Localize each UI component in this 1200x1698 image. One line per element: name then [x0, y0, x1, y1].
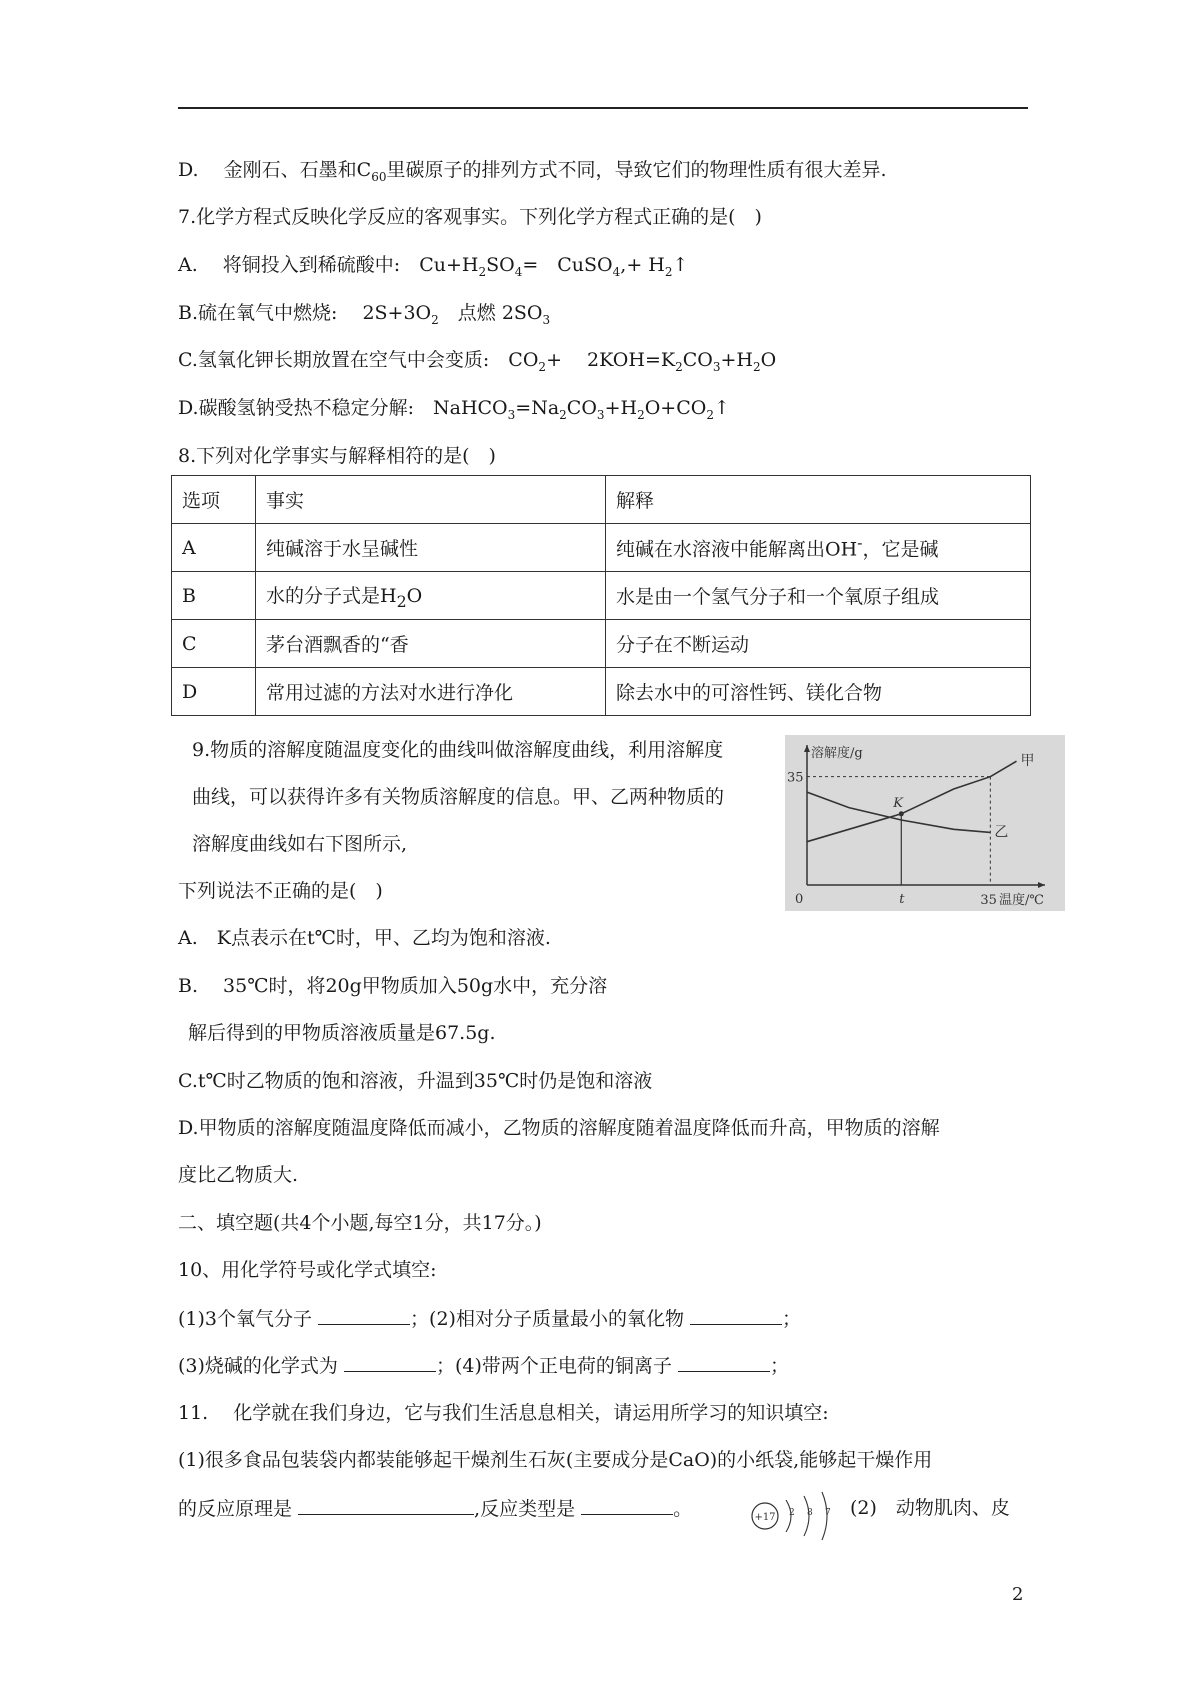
tick-label: 35 [980, 893, 997, 908]
tick-label: 0 [795, 892, 804, 907]
table-q8 [171, 475, 1031, 716]
table-row [172, 524, 1031, 572]
page-number: 2 [1012, 1584, 1024, 1605]
question-line: 解后得到的甲物质溶液质量是67.5g. [188, 1022, 496, 1044]
point-k [899, 811, 904, 816]
table-cell: 常用过滤的方法对水进行净化 [256, 668, 606, 716]
table-cell: 纯碱溶于水呈碱性 [256, 524, 606, 572]
question-line: 下列说法不正确的是( ) [178, 880, 383, 902]
table-cell: D [172, 668, 256, 716]
shell-count: 2 [789, 1508, 795, 1518]
shell-count: 8 [807, 1508, 813, 1518]
table-row [172, 620, 1031, 668]
question-line: A. 将铜投入到稀硫酸中: $Cu+H_2SO_4=$ CuSO$_4$,+ $H_2↑$ [178, 254, 689, 279]
table-cell: 选项 [172, 476, 256, 524]
table-cell: 纯碱在水溶液中能解离出OH-，它是碱 [606, 524, 1031, 572]
table-cell: B [172, 572, 256, 620]
table-header-row [172, 476, 1031, 524]
question-line: (1)3个氧气分子 ；(2)相对分子质量最小的氧化物 ； [178, 1308, 802, 1330]
table-cell: A [172, 524, 256, 572]
section-heading: 二、填空题(共4个小题,每空1分，共17分。) [178, 1212, 542, 1234]
series-label: 乙 [994, 824, 1009, 841]
question-line: D.甲物质的溶解度随温度降低而减小，乙物质的溶解度随着温度降低而升高，甲物质的溶解 [178, 1117, 940, 1139]
question-line: 的反应原理是 ,反应类型是 。 [178, 1498, 693, 1520]
table-cell: 茅台酒飘香的“香 [256, 620, 606, 668]
question-line: D. 金刚石、石墨和$C_{60}$里碳原子的排列方式不同，导致它们的物理性质有很大差异. [178, 159, 887, 184]
question-line: 9.物质的溶解度随温度变化的曲线叫做溶解度曲线，利用溶解度 [192, 739, 724, 761]
table-cell: 水的分子式是$H_2O$ [256, 572, 606, 620]
table-cell: 除去水中的可溶性钙、镁化合物 [606, 668, 1031, 716]
tick-label: 35 [787, 770, 804, 786]
series-line [807, 761, 1017, 842]
question-line: (3)烧碱的化学式为 ；(4)带两个正电荷的铜离子 ； [178, 1355, 789, 1377]
tick-label: t [899, 892, 905, 907]
y-axis-arrow [804, 745, 810, 752]
x-axis-arrow [1038, 882, 1045, 888]
question-line: 10、用化学符号或化学式填空: [178, 1259, 437, 1281]
solubility-chart [785, 735, 1065, 911]
nucleus-charge: +17 [754, 1512, 776, 1523]
question-line: 8.下列对化学事实与解释相符的是( ) [178, 445, 496, 467]
table-row [172, 572, 1031, 620]
question-line: C.t℃时乙物质的饱和溶液，升温到35℃时仍是饱和溶液 [178, 1070, 653, 1092]
table-cell: 水是由一个氢气分子和一个氧原子组成 [606, 572, 1031, 620]
question-line: 7.化学方程式反映化学反应的客观事实。下列化学方程式正确的是( ) [178, 206, 762, 228]
question-line: D.碳酸氢钠受热不稳定分解: $NaHCO_3=Na_2CO_3+H_2O+CO_2↑$ [178, 397, 730, 422]
point-label: K [893, 795, 904, 811]
question-line: 溶解度曲线如右下图所示, [192, 833, 408, 855]
y-axis-label: 溶解度/g [811, 746, 863, 761]
header-rule [178, 107, 1028, 109]
table-row [172, 668, 1031, 716]
question-line: (2) 动物肌肉、皮 [850, 1497, 1010, 1519]
question-line: C.氢氧化钾长期放置在空气中会变质: $CO_2+$ $2KOH=K_2CO_3+H_2O$ [178, 349, 777, 374]
table-cell: 事实 [256, 476, 606, 524]
table-cell: 分子在不断运动 [606, 620, 1031, 668]
table-cell: 解释 [606, 476, 1031, 524]
shell-count: 7 [825, 1508, 831, 1518]
question-line: (1)很多食品包装袋内都装能够起干燥剂生石灰(主要成分是CaO)的小纸袋,能够起干燥作用 [178, 1449, 933, 1471]
question-line: B. 35℃时，将20g甲物质加入50g水中，充分溶 [178, 975, 608, 997]
series-label: 甲 [1020, 753, 1035, 770]
question-line: 曲线，可以获得许多有关物质溶解度的信息。甲、乙两种物质的 [192, 786, 725, 808]
chlorine-atom-diagram [748, 1488, 844, 1548]
question-line: B.硫在氧气中燃烧: $2S+3O_2$ 点燃 $2SO_3$ [178, 302, 551, 327]
question-line: 度比乙物质大. [178, 1164, 299, 1186]
question-line: 11. 化学就在我们身边，它与我们生活息息相关，请运用所学习的知识填空: [178, 1402, 829, 1424]
table-cell: C [172, 620, 256, 668]
question-line: A. K点表示在t℃时，甲、乙均为饱和溶液. [178, 927, 551, 949]
x-axis-label: 温度/℃ [999, 893, 1044, 908]
